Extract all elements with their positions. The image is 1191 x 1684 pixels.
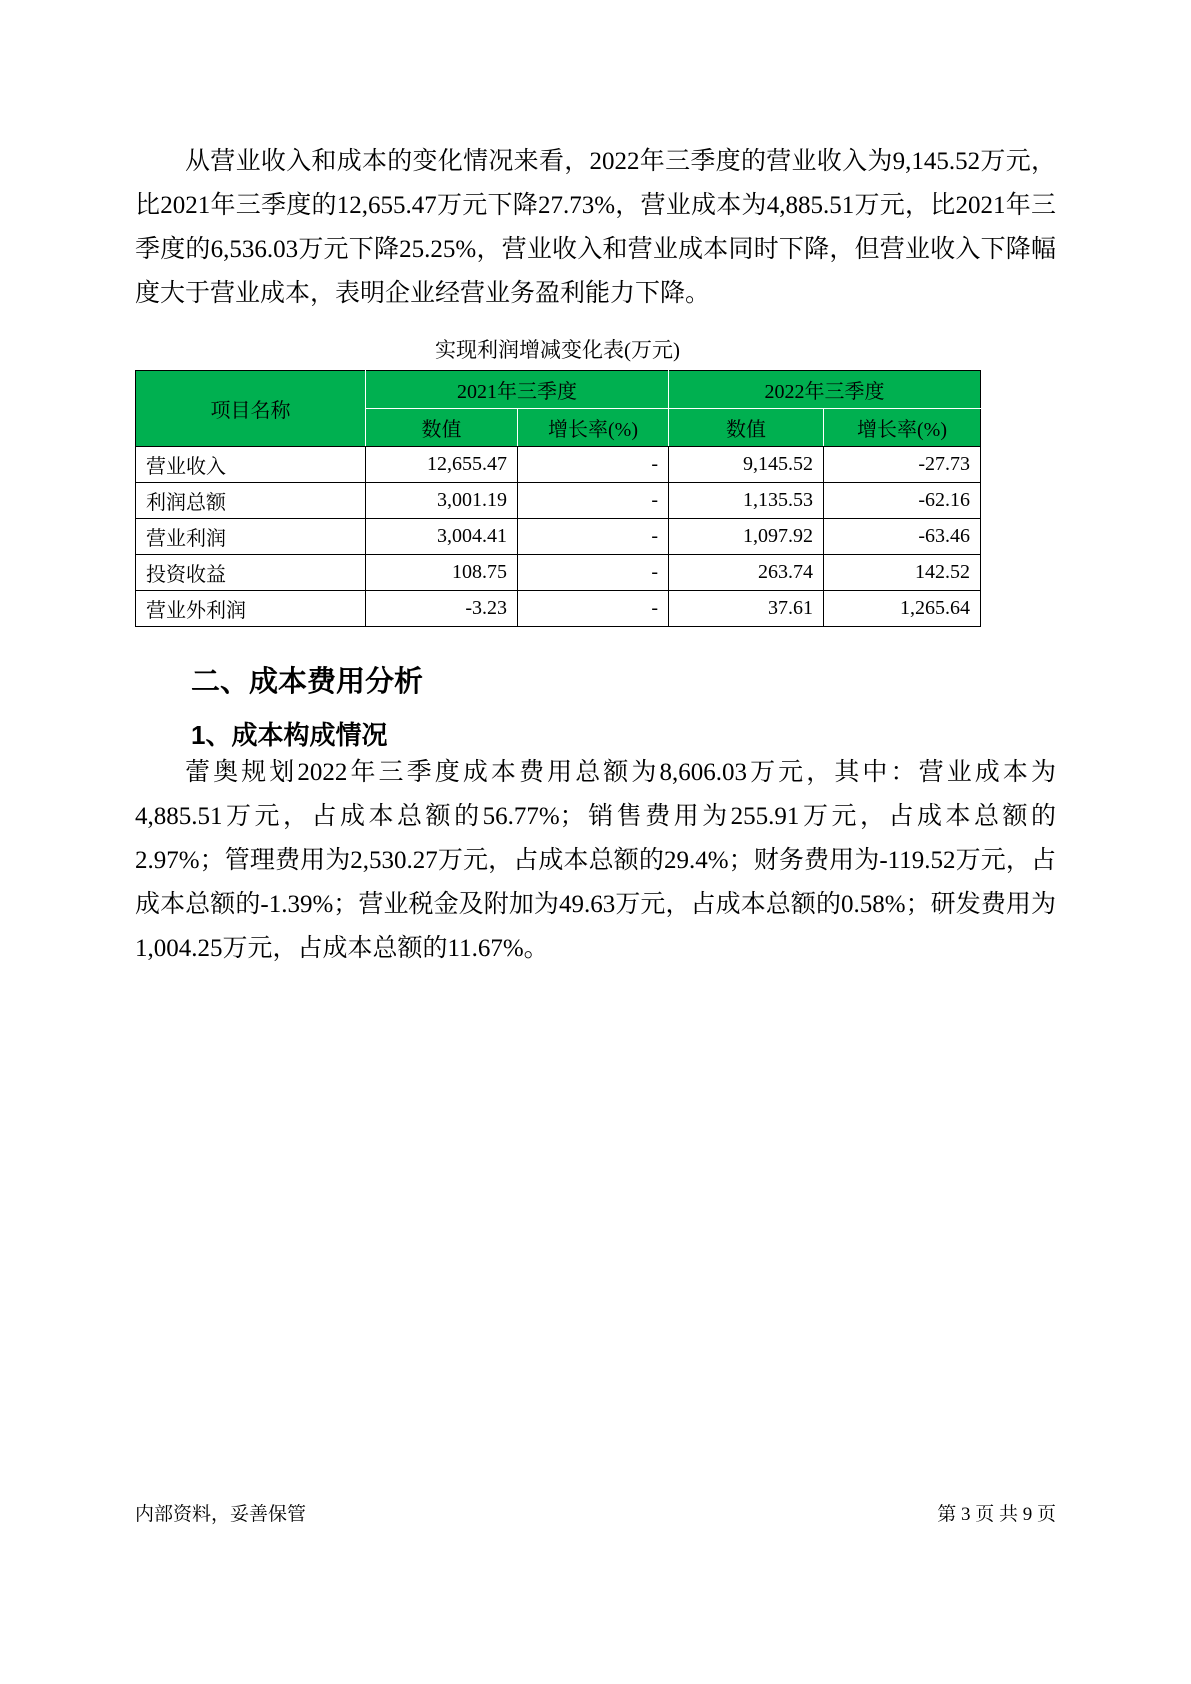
table-row: [136, 591, 981, 627]
row-label: 投资收益: [136, 555, 366, 591]
table-header-row-groups: [136, 371, 981, 409]
row-label: 营业收入: [136, 447, 366, 483]
cell-growth-2021: -: [518, 519, 669, 555]
footer-confidential-note: 内部资料，妥善保管: [135, 1504, 307, 1525]
cell-value-2022: 9,145.52: [669, 447, 824, 483]
section-heading-cost-analysis: 二、成本费用分析: [191, 666, 424, 698]
cell-value-2022: 1,135.53: [669, 483, 824, 519]
col-header-growth-2022: 增长率(%): [824, 409, 981, 447]
cell-value-2021: 3,001.19: [366, 483, 518, 519]
page-footer: [135, 1499, 1056, 1526]
footer-page-number: 第 3 页 共 9 页: [937, 1504, 1056, 1525]
table-row: [136, 555, 981, 591]
cell-growth-2021: -: [518, 483, 669, 519]
col-header-value-2021: 数值: [366, 409, 518, 447]
paragraph-cost-composition: 蕾奥规划2022年三季度成本费用总额为8,606.03万元，其中：营业成本为4,885.51万元，占成本总额的56.77%；销售费用为255.91万元，占成本总额的2.97%；管理费用为2,530.27万元，占成本总额的29.4%；财务费用为-119.52万元，占成本总额的-1.39%；营业税金及附加为49.63万元，占成本总额的0.58%；研发费用为1,004.25万元，占成本总额的11.67%。: [135, 758, 1056, 962]
cell-value-2022: 37.61: [669, 591, 824, 627]
col-header-value-2022: 数值: [669, 409, 824, 447]
cell-value-2021: 3,004.41: [366, 519, 518, 555]
table-header: [136, 371, 981, 447]
cell-growth-2022: -27.73: [824, 447, 981, 483]
cell-value-2021: 108.75: [366, 555, 518, 591]
sub-heading-cost-composition: 1、成本构成情况: [191, 719, 388, 750]
paragraph-revenue-cost-analysis: 从营业收入和成本的变化情况来看，2022年三季度的营业收入为9,145.52万元，比2021年三季度的12,655.47万元下降27.73%，营业成本为4,885.51万元，比2021年三季度的6,536.03万元下降25.25%，营业收入和营业成本同时下降，但营业收入下降幅度大于营业成本，表明企业经营业务盈利能力下降。: [135, 148, 1056, 307]
cell-value-2022: 263.74: [669, 555, 824, 591]
table-row: [136, 447, 981, 483]
cell-value-2022: 1,097.92: [669, 519, 824, 555]
col-header-growth-2021: 增长率(%): [518, 409, 669, 447]
col-header-2022-q3: 2022年三季度: [669, 371, 981, 409]
cell-growth-2021: -: [518, 555, 669, 591]
cell-growth-2022: 142.52: [824, 555, 981, 591]
cell-value-2021: -3.23: [366, 591, 518, 627]
cell-growth-2021: -: [518, 591, 669, 627]
table-row: [136, 483, 981, 519]
cell-value-2021: 12,655.47: [366, 447, 518, 483]
cell-growth-2022: -62.16: [824, 483, 981, 519]
cell-growth-2022: 1,265.64: [824, 591, 981, 627]
cell-growth-2022: -63.46: [824, 519, 981, 555]
col-header-2021-q3: 2021年三季度: [366, 371, 669, 409]
col-header-item-name: 项目名称: [136, 371, 366, 447]
table-row: [136, 519, 981, 555]
row-label: 营业利润: [136, 519, 366, 555]
table-title: 实现利润增减变化表(万元): [435, 338, 680, 362]
row-label: 营业外利润: [136, 591, 366, 627]
row-label: 利润总额: [136, 483, 366, 519]
profit-change-table: [135, 370, 981, 627]
cell-growth-2021: -: [518, 447, 669, 483]
